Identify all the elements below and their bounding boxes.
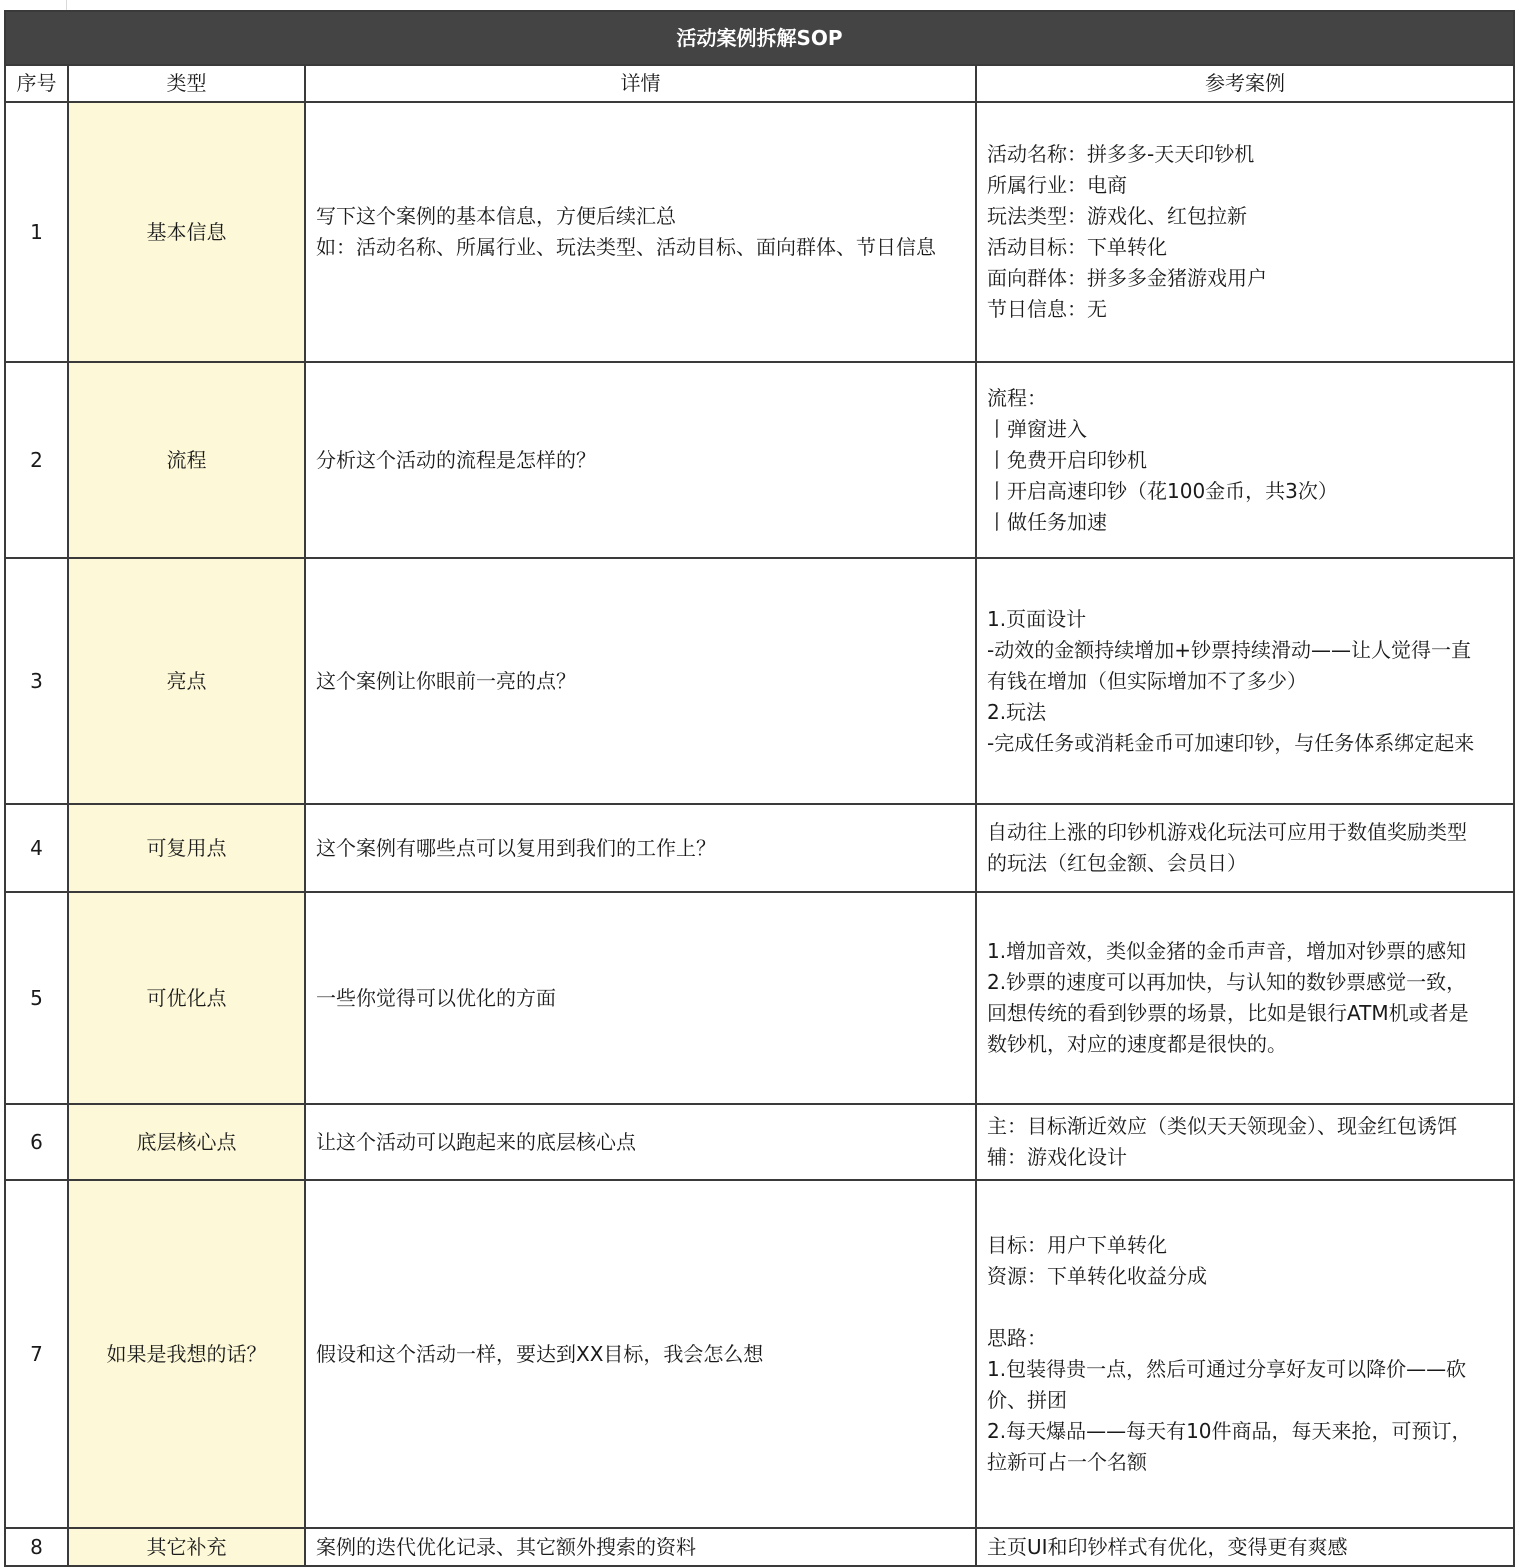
reference-line: 丨做任务加速 <box>987 509 1107 534</box>
cell-num[interactable]: 7 <box>5 1180 68 1528</box>
cell-reference[interactable] <box>976 102 1514 362</box>
reference-line: 面向群体：拼多多金猪游戏用户 <box>987 266 1267 290</box>
header-num[interactable]: 序号 <box>5 65 68 102</box>
reference-line: 资源：下单转化收益分成 <box>987 1264 1207 1288</box>
sop-table <box>4 10 1515 1567</box>
header-type[interactable]: 类型 <box>68 65 305 102</box>
reference-line: 自动往上涨的印钞机游戏化玩法可应用于数值奖励类型 <box>987 820 1467 844</box>
reference-line: 拉新可占一个名额 <box>987 1450 1147 1474</box>
detail-line: 一些你觉得可以优化的方面 <box>316 985 556 1010</box>
header-detail[interactable]: 详情 <box>305 65 976 102</box>
table-row <box>5 804 1514 892</box>
reference-line: 回想传统的看到钞票的场景，比如是银行ATM机或者是 <box>987 1001 1469 1025</box>
reference-line: 节日信息：无 <box>987 297 1107 321</box>
cell-detail[interactable] <box>305 1528 976 1566</box>
detail-line: 分析这个活动的流程是怎样的？ <box>316 447 596 472</box>
cell-detail[interactable] <box>305 362 976 558</box>
cell-type[interactable]: 可复用点 <box>68 804 305 892</box>
reference-line: 丨免费开启印钞机 <box>987 447 1147 472</box>
cell-reference[interactable] <box>976 362 1514 558</box>
reference-line: 价、拼团 <box>987 1388 1067 1412</box>
reference-line: 所属行业：电商 <box>987 173 1127 197</box>
cell-type[interactable]: 基本信息 <box>68 102 305 362</box>
cell-detail[interactable] <box>305 558 976 804</box>
reference-line: 活动目标：下单转化 <box>987 235 1167 259</box>
cell-num[interactable]: 2 <box>5 362 68 558</box>
cell-num[interactable]: 5 <box>5 892 68 1104</box>
detail-line: 假设和这个活动一样，要达到XX目标，我会怎么想 <box>316 1341 764 1366</box>
reference-line: 丨弹窗进入 <box>987 416 1087 441</box>
header-reference[interactable]: 参考案例 <box>976 65 1514 102</box>
column-gridline <box>66 0 67 10</box>
reference-line: 的玩法（红包金额、会员日） <box>987 851 1247 875</box>
table-row <box>5 1104 1514 1180</box>
reference-line: 目标：用户下单转化 <box>987 1233 1167 1257</box>
cell-reference[interactable] <box>976 1104 1514 1180</box>
reference-line: 1.页面设计 <box>987 606 1087 631</box>
detail-line: 写下这个案例的基本信息，方便后续汇总 <box>316 204 676 228</box>
sheet-grid-strip <box>0 0 1522 10</box>
title-row <box>5 11 1514 65</box>
cell-type[interactable]: 可优化点 <box>68 892 305 1104</box>
reference-line: 丨开启高速印钞（花100金币，共3次） <box>987 478 1338 503</box>
detail-line: 让这个活动可以跑起来的底层核心点 <box>316 1129 636 1154</box>
table-row <box>5 102 1514 362</box>
cell-type[interactable]: 如果是我想的话？ <box>68 1180 305 1528</box>
detail-line: 这个案例让你眼前一亮的点？ <box>316 668 576 693</box>
cell-type[interactable]: 亮点 <box>68 558 305 804</box>
reference-line: 主：目标渐近效应（类似天天领现金）、现金红包诱饵 <box>987 1114 1457 1138</box>
reference-line <box>987 1292 1503 1323</box>
reference-line: 2.钞票的速度可以再加快，与认知的数钞票感觉一致， <box>987 970 1467 994</box>
reference-line: 2.每天爆品——每天有10件商品，每天来抢，可预订， <box>987 1419 1472 1443</box>
cell-type[interactable]: 底层核心点 <box>68 1104 305 1180</box>
reference-line: 2.玩法 <box>987 699 1047 724</box>
reference-line: 思路： <box>987 1326 1047 1350</box>
reference-line: 数钞机，对应的速度都是很快的。 <box>987 1032 1287 1056</box>
reference-line: 1.包装得贵一点，然后可通过分享好友可以降价——砍 <box>987 1357 1467 1381</box>
cell-detail[interactable] <box>305 892 976 1104</box>
cell-detail[interactable] <box>305 1180 976 1528</box>
reference-line: 玩法类型：游戏化、红包拉新 <box>987 204 1247 228</box>
cell-type[interactable]: 其它补充 <box>68 1528 305 1566</box>
cell-reference[interactable] <box>976 1180 1514 1528</box>
reference-line: -完成任务或消耗金币可加速印钞，与任务体系绑定起来 <box>987 730 1475 755</box>
cell-detail[interactable] <box>305 804 976 892</box>
cell-detail[interactable] <box>305 1104 976 1180</box>
cell-reference[interactable] <box>976 892 1514 1104</box>
reference-line: -动效的金额持续增加+钞票持续滑动——让人觉得一直 <box>987 637 1471 662</box>
table-row <box>5 1180 1514 1528</box>
detail-line: 如：活动名称、所属行业、玩法类型、活动目标、面向群体、节日信息 <box>316 235 936 259</box>
cell-reference[interactable] <box>976 558 1514 804</box>
table-row <box>5 558 1514 804</box>
detail-line: 这个案例有哪些点可以复用到我们的工作上？ <box>316 835 716 860</box>
detail-line: 案例的迭代优化记录、其它额外搜索的资料 <box>316 1534 696 1559</box>
cell-num[interactable]: 1 <box>5 102 68 362</box>
cell-num[interactable]: 6 <box>5 1104 68 1180</box>
cell-detail[interactable] <box>305 102 976 362</box>
header-row <box>5 65 1514 102</box>
table-title[interactable]: 活动案例拆解SOP <box>5 11 1514 65</box>
cell-num[interactable]: 4 <box>5 804 68 892</box>
cell-reference[interactable] <box>976 1528 1514 1566</box>
reference-line: 主页UI和印钞样式有优化，变得更有爽感 <box>987 1534 1348 1559</box>
reference-line: 流程： <box>987 385 1047 410</box>
table-row <box>5 362 1514 558</box>
table-row <box>5 892 1514 1104</box>
cell-num[interactable]: 8 <box>5 1528 68 1566</box>
table-row <box>5 1528 1514 1566</box>
reference-line: 活动名称：拼多多-天天印钞机 <box>987 142 1255 166</box>
cell-reference[interactable] <box>976 804 1514 892</box>
cell-num[interactable]: 3 <box>5 558 68 804</box>
reference-line: 1.增加音效，类似金猪的金币声音，增加对钞票的感知 <box>987 939 1467 963</box>
cell-type[interactable]: 流程 <box>68 362 305 558</box>
reference-line: 辅：游戏化设计 <box>987 1145 1127 1169</box>
reference-line: 有钱在增加（但实际增加不了多少） <box>987 668 1307 693</box>
